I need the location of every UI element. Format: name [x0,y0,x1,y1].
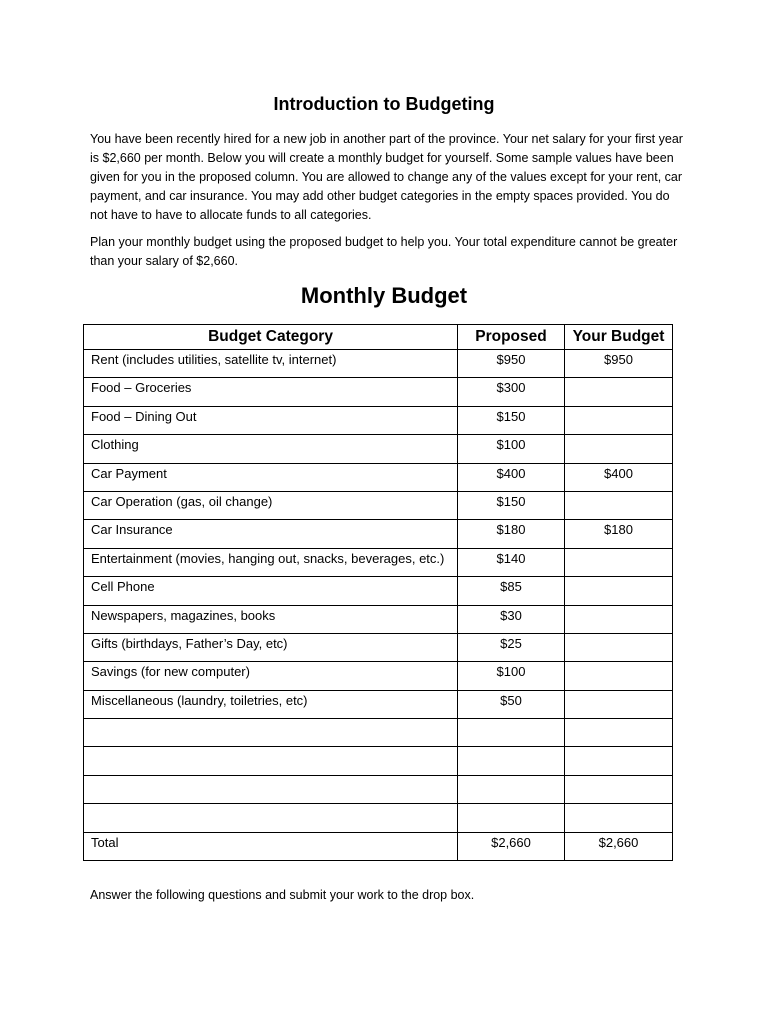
proposed-cell[interactable] [458,719,565,747]
table-row [84,548,673,576]
table-row [84,350,673,378]
category-cell: Newspapers, magazines, books [84,605,458,633]
your-budget-cell[interactable]: $950 [565,350,673,378]
proposed-cell: $30 [458,605,565,633]
proposed-cell: $150 [458,406,565,434]
category-cell: Cell Phone [84,577,458,605]
proposed-cell[interactable] [458,747,565,775]
proposed-cell: $100 [458,435,565,463]
your-budget-cell[interactable] [565,605,673,633]
your-budget-total-cell: $2,660 [565,832,673,860]
category-cell: Rent (includes utilities, satellite tv, internet) [84,350,458,378]
your-budget-cell[interactable] [565,775,673,803]
table-row [84,491,673,519]
header-budget-category: Budget Category [84,325,458,350]
category-cell: Food – Dining Out [84,406,458,434]
your-budget-cell[interactable] [565,690,673,718]
total-row [84,832,673,860]
your-budget-cell[interactable] [565,633,673,661]
category-cell: Savings (for new computer) [84,662,458,690]
category-cell: Car Insurance [84,520,458,548]
category-cell[interactable] [84,747,458,775]
proposed-total-cell: $2,660 [458,832,565,860]
intro-paragraph-1: You have been recently hired for a new job in another part of the province. Your net salary for your first year is $2,660 per month. Below you will create a monthly budget for yourself. Some sample values have been given for you in the proposed column. You are allowed to change any of the values except for your rent, car payment, and car insurance. You may add other budget categories in the empty spaces provided. You do not have to have to allocate funds to all categories. [90,132,683,222]
table-row [84,520,673,548]
table-row [84,690,673,718]
table-row [84,605,673,633]
proposed-cell: $400 [458,463,565,491]
table-row [84,633,673,661]
your-budget-cell[interactable] [565,747,673,775]
budget-table [83,324,673,861]
table-header-row [84,325,673,350]
empty-table-row [84,747,673,775]
total-label-cell: Total [84,832,458,860]
category-cell: Clothing [84,435,458,463]
proposed-cell: $180 [458,520,565,548]
proposed-cell: $300 [458,378,565,406]
category-cell[interactable] [84,719,458,747]
your-budget-cell[interactable] [565,719,673,747]
intro-title: Introduction to Budgeting [273,94,495,114]
category-cell: Car Operation (gas, oil change) [84,491,458,519]
your-budget-cell[interactable] [565,548,673,576]
footer-instruction: Answer the following questions and submit your work to the drop box. [90,888,475,902]
your-budget-cell[interactable] [565,804,673,832]
budget-title: Monthly Budget [300,283,468,308]
your-budget-cell[interactable] [565,435,673,463]
your-budget-cell[interactable] [565,577,673,605]
category-cell: Gifts (birthdays, Father’s Day, etc) [84,633,458,661]
category-cell: Car Payment [84,463,458,491]
intro-paragraph-2: Plan your monthly budget using the proposed budget to help you. Your total expenditure cannot be greater than your salary of $2,660. [90,235,678,268]
your-budget-cell[interactable]: $400 [565,463,673,491]
proposed-cell: $100 [458,662,565,690]
your-budget-cell[interactable] [565,378,673,406]
proposed-cell[interactable] [458,775,565,803]
your-budget-cell[interactable]: $180 [565,520,673,548]
proposed-cell: $950 [458,350,565,378]
header-proposed: Proposed [458,325,565,350]
table-row [84,378,673,406]
empty-table-row [84,804,673,832]
proposed-cell: $140 [458,548,565,576]
category-cell: Miscellaneous (laundry, toiletries, etc) [84,690,458,718]
proposed-cell: $85 [458,577,565,605]
category-cell: Food – Groceries [84,378,458,406]
your-budget-cell[interactable] [565,662,673,690]
category-cell: Entertainment (movies, hanging out, snacks, beverages, etc.) [84,548,458,576]
empty-table-row [84,719,673,747]
header-your-budget: Your Budget [565,325,673,350]
proposed-cell: $150 [458,491,565,519]
your-budget-cell[interactable] [565,491,673,519]
proposed-cell: $50 [458,690,565,718]
category-cell[interactable] [84,804,458,832]
category-cell[interactable] [84,775,458,803]
your-budget-cell[interactable] [565,406,673,434]
table-row [84,435,673,463]
table-row [84,662,673,690]
proposed-cell: $25 [458,633,565,661]
empty-table-row [84,775,673,803]
table-row [84,406,673,434]
proposed-cell[interactable] [458,804,565,832]
table-row [84,577,673,605]
table-row [84,463,673,491]
